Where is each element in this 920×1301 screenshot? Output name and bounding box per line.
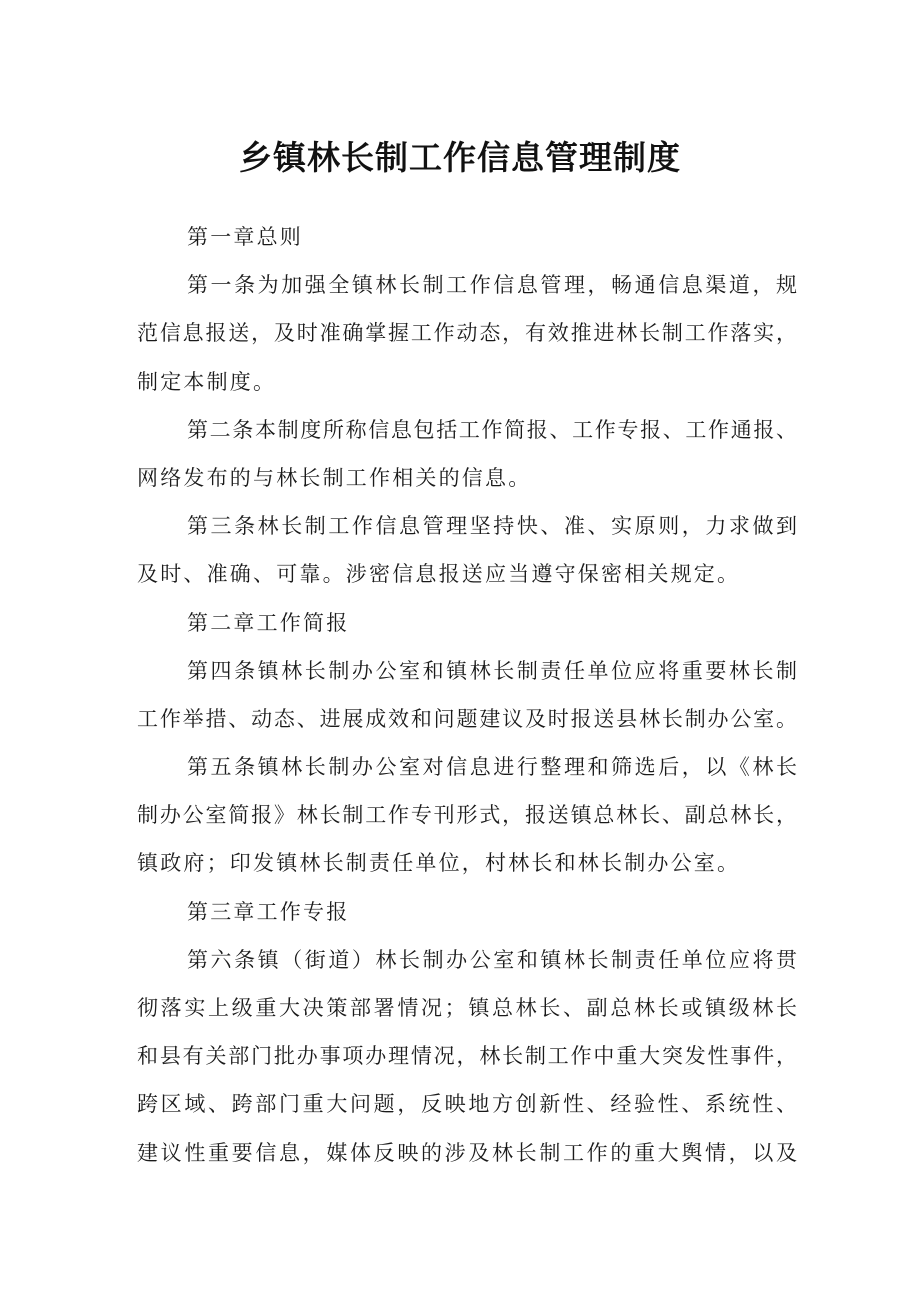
document-body <box>137 213 797 1177</box>
text-line: 工作举措、动态、进展成效和问题建议及时报送县林长制办公室。 <box>137 706 797 731</box>
text-line: 第四条镇林长制办公室和镇林长制责任单位应将重要林长制 <box>187 658 797 683</box>
text-line: 镇政府；印发镇林长制责任单位，村林长和林长制办公室。 <box>137 851 741 876</box>
text-line: 及时、准确、可靠。涉密信息报送应当遵守保密相关规定。 <box>137 562 741 587</box>
text-line: 建议性重要信息，媒体反映的涉及林长制工作的重大舆情，以及 <box>137 1140 797 1165</box>
text-line: 第三章工作专报 <box>187 899 350 924</box>
text-line: 和县有关部门批办事项办理情况，林长制工作中重大突发性事件， <box>137 1044 797 1069</box>
text-line: 跨区域、跨部门重大问题，反映地方创新性、经验性、系统性、 <box>137 1092 797 1117</box>
text-line: 范信息报送，及时准确掌握工作动态，有效推进林长制工作落实， <box>137 321 797 346</box>
text-line: 制办公室简报》林长制工作专刊形式，报送镇总林长、副总林长， <box>137 803 797 828</box>
text-line: 第一章总则 <box>187 225 303 249</box>
document-title: 乡镇林长制工作信息管理制度 <box>239 138 681 177</box>
text-line: 第二章工作简报 <box>187 610 350 635</box>
text-line: 第三条林长制工作信息管理坚持快、准、实原则，力求做到 <box>187 514 797 539</box>
text-line: 网络发布的与林长制工作相关的信息。 <box>137 465 532 490</box>
text-line: 第五条镇林长制办公室对信息进行整理和筛选后，以《林长 <box>187 755 797 780</box>
text-line: 第二条本制度所称信息包括工作简报、工作专报、工作通报、 <box>187 417 797 442</box>
text-line: 彻落实上级重大决策部署情况；镇总林长、副总林长或镇级林长 <box>137 996 797 1020</box>
text-line: 制定本制度。 <box>137 369 277 394</box>
text-line: 第一条为加强全镇林长制工作信息管理，畅通信息渠道，规 <box>187 273 797 298</box>
text-line: 第六条镇（街道）林长制办公室和镇林长制责任单位应将贯 <box>187 947 797 972</box>
